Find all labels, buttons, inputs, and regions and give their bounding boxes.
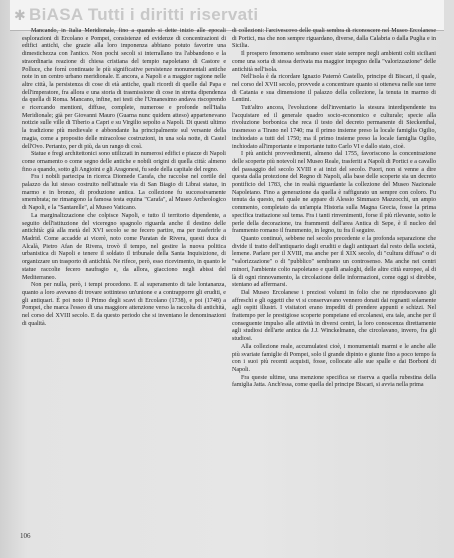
star-icon: ✱ [14, 7, 27, 23]
left-column [22, 28, 226, 328]
paragraph: Quanto continuò, sebbene nel secolo precedente e la profonda separazione che divide il tratto dell'antiquario dagli eruditi e dagli antiquari dal resto della società, lemene. Parlare per il XVIII, ma anche per il XIX secolo, di "cultura diffusa" o di "valorizzazione" o di "pubblico" sembrano un controsenso. Ma anche nei centri minori, l'ambiente colto napoletano e quelli analoghi, delle altre città europee, al di là di ogni rinnovamento, la circolazione delle informazioni, come oggi si direbbe, stentano ad affermarsi. [232, 235, 436, 289]
paragraph: Fra i nobili partecipa in ricerca Diomede Carafa, che raccolse nel cortile del palazzo da lui stesso costruito nell'attuale via di San Biagio di Librai statue, in marmo e in bronzo, di produzione antica. La collezione fu successivamente smembrata; ne rimangono la famosa testa equina "Carafa", al Museo Archeologico di Napoli, e la "Santarelle", al Museo Vaticano. [22, 174, 226, 212]
paragraph: di collezioni: l'arcivescovo delle quali sembra di riconoscere nel Museo Ercolanese di Portici, ma che non sempre riguardano, diverse, dalla Calabria o dalla Puglia e in Sicilia. [232, 28, 436, 50]
paragraph: Non per nulla, però, i tempi procedono. E al superamento di tale lontananza, quanto a loro avevano di trovare sottinteso un'unione e a contrapporre gli eruditi, e gli antiquari. È poi noto il Primo degli scavi di Ercolano (1738), e poi (1748) a Pompei, che marca l'esseo di una maggiore attenzione verso la raccolta di antichità, nel corso del XVIII secolo. E da questo periodo che si inventano le denominazioni di qualità. [22, 282, 226, 327]
paragraph: Fra queste ultime, una menzione specifica se riserva a quella rubestina della famiglia Jatta. Anch'essa, come quella del principe Biscari, si avvia nella prima [232, 374, 436, 389]
paragraph: Dal Museo Ercolanese i preziosi volumi in folio che ne riproducevano gli affreschi e gli oggetti che vi si conservavano vennero donati dai regnanti solamente agli ospiti illustri. I visitatori erano impediti di prendere appunti e schizzi. Nel frattempo per le prestigiose scoperte pompeiane ed ercolanesi, era tale, anche per il conseguente impulso alle attività in diversi centri, la loro conoscenza direttamente agli studiosi dell'arte antica da J.J. Winckelmann, che circolavano, invero, fra gli studiosi. [232, 289, 436, 343]
right-column [232, 28, 436, 390]
paragraph: La marginalizzazione che colpisce Napoli, e tutto il territorio dipendente, a seguito dell'istituzione del viceregno spagnolo riguarda anche il destino delle antichità: già alla metà del XVI secolo se ne fecero partire, ma per trasferirle a Madrid. Come accadde ai vicerè, noto come Paratan de Rivera, questi duca di Alcalà, Pietro Afan de Rivera, trovò il tempo, nel gestire la nuova politica urbanistica di Napoli e tenere il soldato il tribunale della Santa Inquisizione, di organizzare un trasporto di antichità. Ne rifece, però, esso ricevimento, in quanto le statue raccolte fecero naufragio e, da allora, giacciono negli abissi del Mediterraneo. [22, 212, 226, 281]
paragraph: Mancando, in Italia Meridionale, fino a quando si dette inizio alle epocali esplorazioni di Ercolano e Pompei, consistenze ed evidenze di concentrazioni di edifici antichi, che grazie alla loro imponenza abbiano potuto favorire una dimestichezza con l'antico. Non pochi secoli si interrallano tra l'abbandono e la straordinaria reazione di chiesa cristiana del tempio napoletano di Castore e Polluce, che fornì continuate le più significative persistenze monumentali antiche note in un centro urbano meridionale. E ancora, a Napoli e a maggior ragione nelle altre città, la persistenza di cose di età antiche, quali ricordi di quelle dal Papa e dell'imperatore, fra allora e una storia di trasmissione di cose in stretta dipendenza da quella di Roma. Mancano, infine, nei testi che l'Umanesimo andava riscoprendo e ricercando mentioni, diffuse, complete, numerose e profonde nell'Italia Meridionale; già per Giovanni Mauro (Guarna nunc quidem atteso) appartenevano notizie sulle ville di Tiberio a Capri e su Virgilio sepolto a Napoli. Di questi ultimo la tradizione più medievale e abbondante ha principalmente sul versante della magia, come a proposito delle miracolose costruzioni, in una sola notte, di Castel dell'Ovo. Pertanto, per di più, da un rango di così. [22, 28, 226, 150]
paragraph: Nell'isola è da ricordare Ignazio Paternò Castello, principe di Biscari, il quale, nel corso del XVII secolo, provvede a concentrare quanto si otteneva nelle sue terre di Catania e sua dimensione il palazzo della collezione, la tenuta in marmo di Lentini. [232, 74, 436, 104]
paragraph: Statue e fregi architettonici sono utilizzati in numerosi edifici e piazze di Napoli come ornamento o come segno delle antiche e nobili origini di quella città: almeno fino a quando, sotto gli Angioini e gli Aragonesi, fu sede della capitale del regno. [22, 151, 226, 173]
watermark-banner [10, 0, 444, 31]
paragraph: Il prospero fenomeno sembrano esser state sempre negli ambienti colti siciliani come una sorta di stessa derivata ma maggior impegno della "valorizzazione" delle antichità nell'isola. [232, 51, 436, 73]
paragraph: Alla collezione reale, accumulatesi cioè, i monumentali marmi e le anche alle più svariate famiglie di Pompei, solo il grande dipinto e giunte fino a poco tempo fa con i suoi più recenti acquisti, fosse, collocate alle sue spalle e dai Borboni di Napoli. [232, 343, 436, 373]
paragraph: I più antichi provvedimenti, almeno dal 1755, favoriscono la concentrazione delle scoperte più notevoli nel Museo Reale, trasferiti a Napoli di Portici e a cavallo del passaggio del secolo XVIII e ai inizi del secolo. Fuori, non si venne a dire questa dalla protezione del Regno di Napoli, alla base delle scoperte sia un decreto pontificio del 1783, che in realtà riguardante la collezione del Museo Nazionale Napoletano. Fino a generazione da quella è raffigurato un sempre con coloro. Fu tenuta da questo, nel quale ne appare di Alessio Simmaco Mazzocchi, un ampio commento, completato da un'ampia Historia sulla Magna Grecia, fosse la prima specifica trattazione sul tema. Fra i tanti rinvenimenti, forse il più rilevante, sotto le perle della decorazione, tra frammenti dell'area Antica di Sepe, è il nucleo del frammento romano il frammento, in legno, tu fra il seguire. [232, 151, 436, 235]
paragraph: Tutt'altro ancora, l'evoluzione dell'inventario la stesura interdipendente tra l'acquistare ed il generale quadro socio-economico e culturale; specie alla rivoluzione borbonica che reca il testo del decreto permanente di Sieckenthal, trasmesso a Tirano nel 1740; ma il primo insieme preso la locale famiglia Ogilio, inchiodato a tutti del 1750; ma il primo insieme preso la locale famiglia Ogilio, inchiodato all'importante e importante tutto Carlo VI e dallo stato, cioè. [232, 105, 436, 150]
page-number: 106 [20, 532, 31, 540]
watermark-title: BiASA Tutti i diritti riservati [29, 5, 259, 24]
